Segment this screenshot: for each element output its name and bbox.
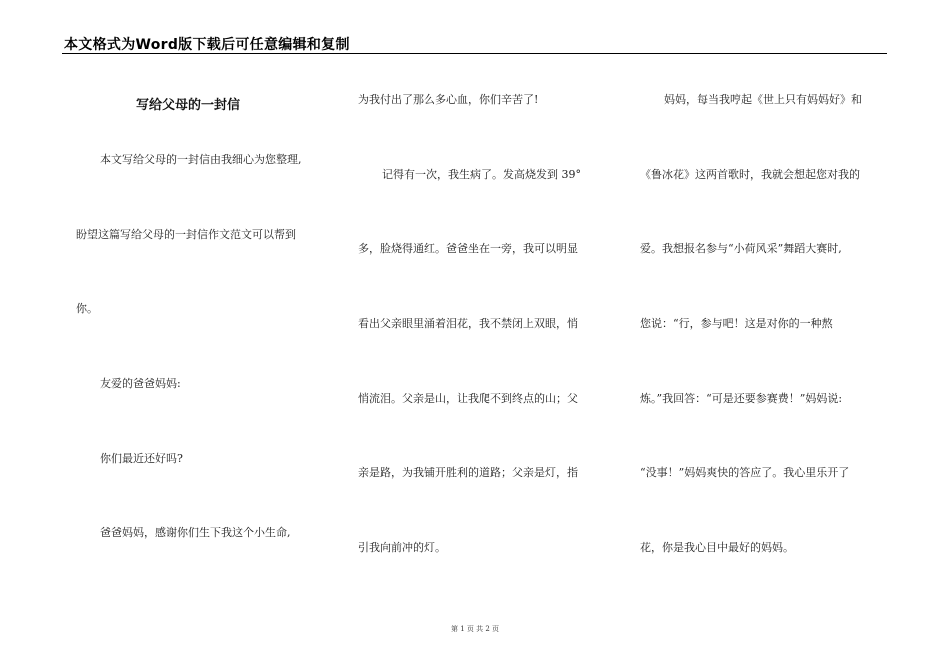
salutation: 友爱的爸爸妈妈: <box>100 377 181 390</box>
text-column-2 <box>358 0 608 620</box>
paragraph-line: 亲是路，为我铺开胜利的道路；父亲是灯，指 <box>358 466 578 479</box>
paragraph-line: 为我付出了那么多心血，你们辛苦了! <box>358 93 539 106</box>
paragraph-line: “没事！”妈妈爽快的答应了。我心里乐开了 <box>640 466 850 479</box>
text-column-1 <box>76 0 338 620</box>
paragraph-line: 你。 <box>76 302 98 315</box>
paragraph-line: 你们最近还好吗? <box>100 452 183 465</box>
paragraph-line: 引我向前冲的灯。 <box>358 541 446 554</box>
text-column-3 <box>640 0 890 620</box>
paragraph-line: 看出父亲眼里涌着泪花，我不禁闭上双眼，悄 <box>358 317 578 330</box>
paragraph-line: 悄流泪。父亲是山，让我爬不到终点的山；父 <box>358 392 578 405</box>
paragraph-line: 盼望这篇写给父母的一封信作文范文可以帮到 <box>76 228 296 241</box>
paragraph-line: 多，脸烧得通红。爸爸坐在一旁，我可以明显 <box>358 242 578 255</box>
paragraph-line: 记得有一次，我生病了。发高烧发到 39° <box>382 168 581 181</box>
paragraph-line: 爱。我想报名参与“小荷风采”舞蹈大赛时, <box>640 242 842 255</box>
paragraph-line: 爸爸妈妈，感谢你们生下我这个小生命, <box>100 526 291 539</box>
document-header-title: 本文格式为Word版下载后可任意编辑和复制 <box>64 37 350 53</box>
paragraph-line: 花，你是我心目中最好的妈妈。 <box>640 541 794 554</box>
paragraph-line: 炼。”我回答：“可是还要参赛费！”妈妈说: <box>640 392 843 405</box>
page-number: 第 1 页 共 2 页 <box>450 625 500 633</box>
paragraph-line: 妈妈，每当我哼起《世上只有妈妈好》和 <box>664 93 862 106</box>
document-title: 写给父母的一封信 <box>136 98 241 113</box>
paragraph-line: 《鲁冰花》这两首歌时，我就会想起您对我的 <box>640 168 860 181</box>
paragraph-line: 本文写给父母的一封信由我细心为您整理, <box>100 153 302 166</box>
paragraph-line: 您说：“行，参与吧！这是对你的一种熬 <box>640 317 833 330</box>
